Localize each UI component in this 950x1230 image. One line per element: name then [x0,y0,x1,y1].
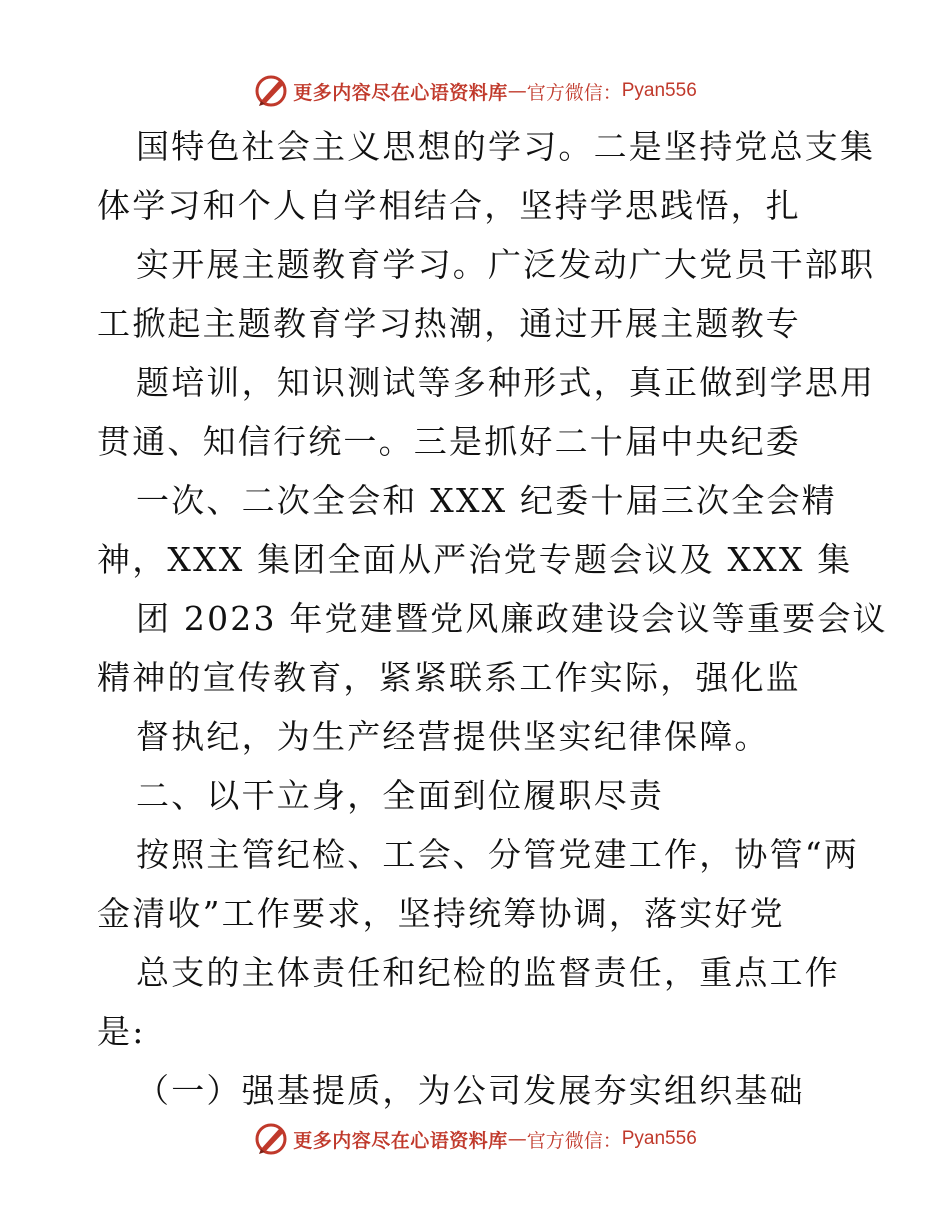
watermark-separator: — [507,80,527,102]
watermark-text: 更多内容尽在心语资料库 [293,81,508,104]
body-line: 实开展主题教育学习。广泛发动广大党员干部职 [136,245,876,284]
section-heading: 二、以干立身，全面到位履职尽责 [136,776,664,815]
body-line: 按照主管纪检、工会、分管党建工作，协管“两 [136,835,860,874]
watermark-id: Pyan556 [621,80,697,101]
watermark-separator: — [507,1128,527,1150]
body-line: 总支的主体责任和纪检的监督责任，重点工作 [136,953,840,992]
body-line: 一次、二次全会和 XXX 纪委十届三次全会精 [136,481,837,520]
watermark-text: 更多内容尽在心语资料库 [293,1129,508,1152]
body-line: 工掀起主题教育学习热潮，通过开展主题教专 [97,304,801,343]
body-line: 是: [97,1012,146,1051]
subsection-heading: （一）强基提质，为公司发展夯实组织基础 [136,1071,805,1110]
footer-watermark [0,1119,950,1159]
body-line: 题培训，知识测试等多种形式，真正做到学思用 [136,363,876,402]
watermark-official: 官方微信： [526,1129,622,1152]
body-line: 国特色社会主义思想的学习。二是坚持党总支集 [136,127,876,166]
body-line: 体学习和个人自学相结合，坚持学思践悟，扎 [97,186,801,225]
body-line: 神，XXX 集团全面从严治党专题会议及 XXX 集 [97,540,853,579]
body-line: 督执纪，为生产经营提供坚实纪律保障。 [136,717,770,756]
header-watermark [0,71,950,111]
pen-logo-icon [253,73,289,109]
body-line: 团 2023 年党建暨党风廉政建设会议等重要会议 [136,599,888,638]
watermark-official: 官方微信： [526,81,622,104]
pen-logo-icon [253,1121,289,1157]
watermark-id: Pyan556 [621,1128,697,1149]
body-line: 贯通、知信行统一。三是抓好二十届中央纪委 [97,422,801,461]
body-line: 精神的宣传教育，紧紧联系工作实际，强化监 [97,658,801,697]
body-line: 金清收”工作要求，坚持统筹协调，落实好党 [97,894,785,933]
